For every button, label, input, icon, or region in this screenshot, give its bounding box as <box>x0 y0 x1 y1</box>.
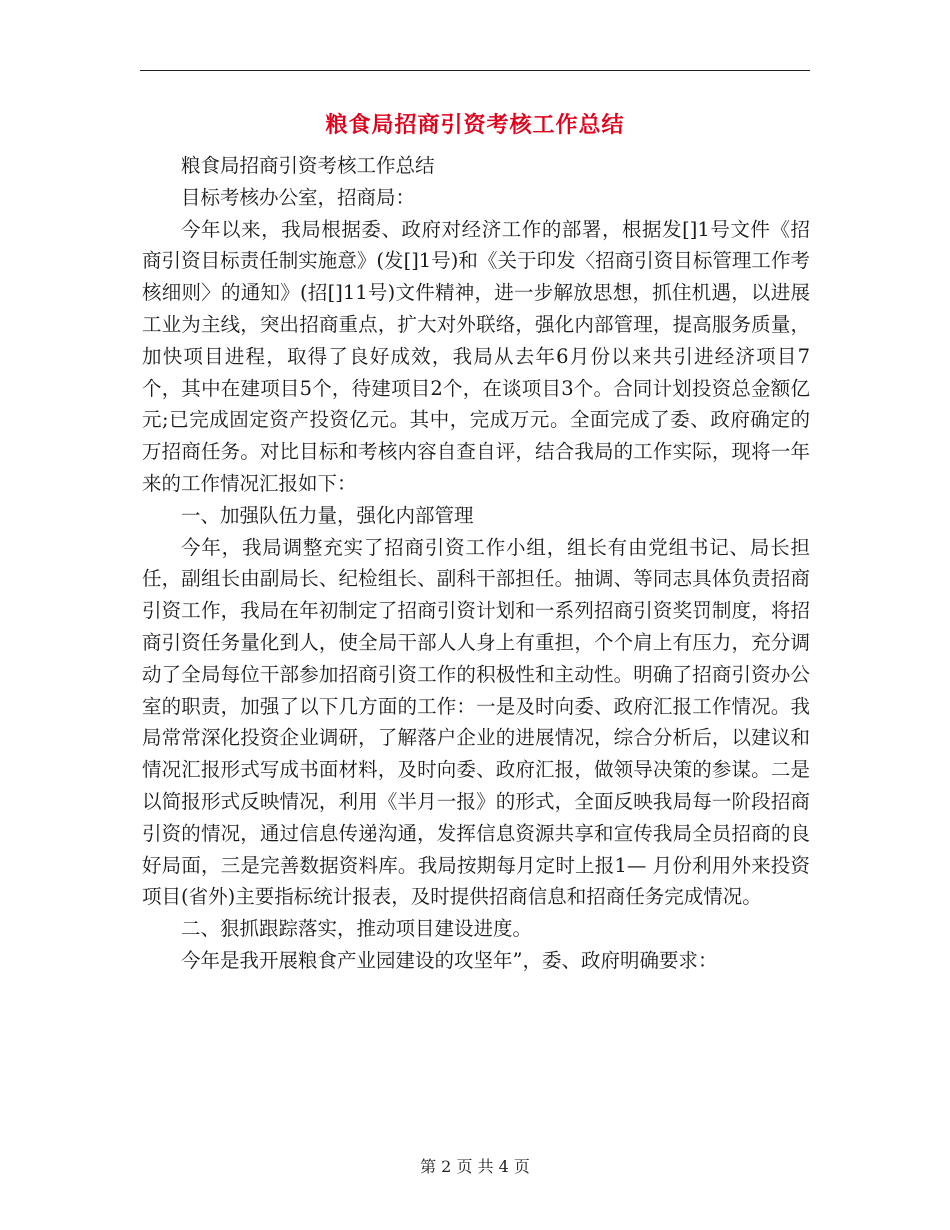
page-number: 第 2 页 共 4 页 <box>420 1157 530 1176</box>
paragraph-subtitle: 粮食局招商引资考核工作总结 <box>181 154 435 177</box>
paragraph-section-1: 今年，我局调整充实了招商引资工作小组，组长有由党组书记、局长担任，副组长由副局长、纪检组长、副科干部担任。抽调、等同志具体负责招商引资工作，我局在年初制定了招商引资计划和一系列招商引资奖罚制度，将招商引资任务量化到人，使全局干部人人身上有重担，个个肩上有压力，充分调动了全局每位干部参加招商引资工作的积极性和主动性。明确了招商引资办公室的职责，加强了以下几方面的工作：一是及时向委、政府汇报工作情况。我局常常深化投资企业调研，了解落户企业的进展情况，综合分析后，以建议和情况汇报形式写成书面材料，及时向委、政府汇报，做领导决策的参谋。二是以简报形式反映情况，利用《半月一报》的形式，全面反映我局每一阶段招商引资的情况，通过信息传递沟通，发挥信息资源共享和宣传我局全员招商的良好局面，三是完善数据资料库。我局按期每月定时上报1— 月份利用外来投资项目(省外)主要指标统计报表，及时提供招商信息和招商任务完成情况。 <box>142 535 810 909</box>
document-title: 粮食局招商引资考核工作总结 <box>325 113 625 138</box>
document-body <box>142 150 810 977</box>
paragraph-section-2: 今年是我开展粮食产业园建设的攻坚年”，委、政府明确要求： <box>181 948 718 972</box>
paragraph-intro: 今年以来，我局根据委、政府对经济工作的部署，根据发[]1号文件《招商引资目标责任制实施意》(发[]1号)和《关于印发〈招商引资目标管理工作考核细则〉的通知》(招[]11号)文件精神，进一步解放思想，抓住机遇，以进展工业为主线，突出招商重点，扩大对外联络，强化内部管理，提高服务质量，加快项目进程，取得了良好成效，我局从去年6月份以来共引进经济项目7个，其中在建项目5个，待建项目2个，在谈项目3个。合同计划投资总金额亿元;已完成固定资产投资亿元。其中，完成万元。全面完成了委、政府确定的万招商任务。对比目标和考核内容自查自评，结合我局的工作实际，现将一年来的工作情况汇报如下： <box>142 217 810 495</box>
section-heading-1: 一、加强队伍力量，强化内部管理 <box>181 503 474 527</box>
section-heading-2: 二、狠抓跟踪落实，推动项目建设进度。 <box>181 917 533 941</box>
header-rule <box>140 70 810 71</box>
paragraph-addressee: 目标考核办公室，招商局： <box>181 185 416 209</box>
